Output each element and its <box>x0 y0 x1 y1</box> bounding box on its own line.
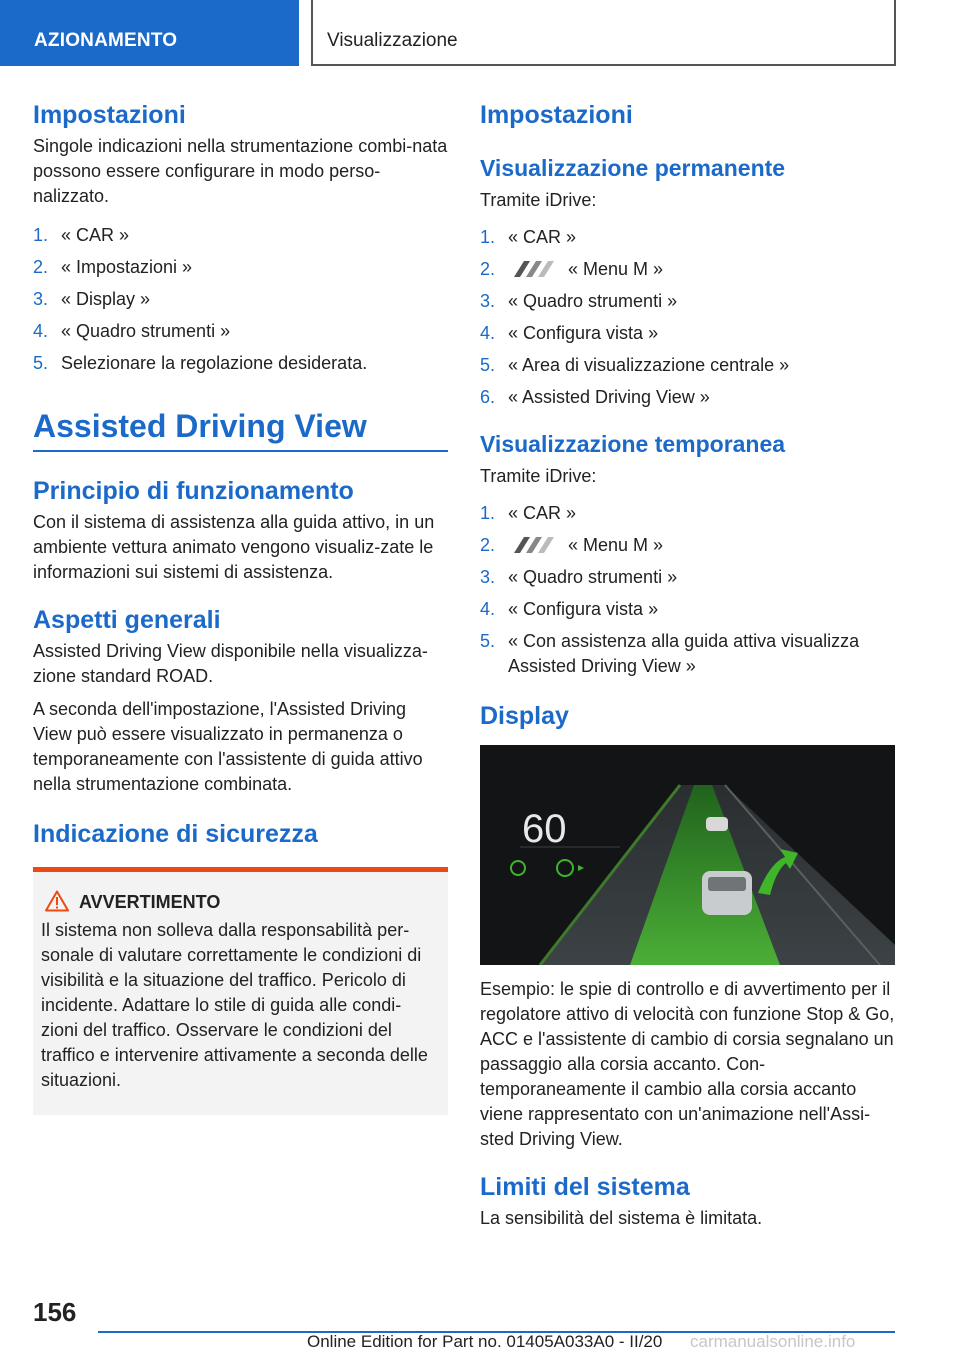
principle-heading: Principio di funzionamento <box>33 477 354 505</box>
page-number: 156 <box>33 1297 77 1327</box>
general-text-2: A seconda dell'impostazione, l'Assisted Driving View può essere visualizzato in permanenza o temporaneamente con l'assistente di guida attivo nella strumentazione combinata. <box>33 699 423 794</box>
cluster-graphic <box>480 745 895 965</box>
warning-triangle-icon <box>45 890 69 912</box>
settings-steps <box>33 223 448 376</box>
limits-text: La sensibilità del sistema è limitata. <box>480 1208 763 1228</box>
limits-heading: Limiti del sistema <box>480 1173 690 1201</box>
settings-intro: Singole indicazioni nella strumentazione combi-nata possono essere configurare in modo perso-nalizzato. <box>33 136 448 206</box>
list-item: 3. « Display » <box>33 289 151 309</box>
list-item: 1. « CAR » <box>480 227 577 247</box>
settings-heading: Impostazioni <box>33 101 186 129</box>
left-column <box>33 100 448 1115</box>
general-text-1: Assisted Driving View disponibile nella visualizza-zione standard ROAD. <box>33 641 428 686</box>
list-item: 4. « Configura vista » <box>480 599 659 619</box>
list-item: 5. « Con assistenza alla guida attiva visualizza Assisted Driving View » <box>480 631 860 676</box>
list-item: 5. « Area di visualizzazione centrale » <box>480 355 790 375</box>
list-item: 5. Selezionare la regolazione desiderata. <box>33 353 368 373</box>
temporary-intro: Tramite iDrive: <box>480 466 597 486</box>
list-item: 4. « Quadro strumenti » <box>33 321 231 341</box>
title-rule <box>33 450 448 452</box>
list-item: 4. « Configura vista » <box>480 323 659 343</box>
warning-title: AVVERTIMENTO <box>41 890 438 914</box>
list-item: 3. « Quadro strumenti » <box>480 567 678 587</box>
edition-text: Online Edition for Part no. 01405A033A0 - II/20 <box>307 1332 663 1351</box>
main-title-block <box>33 406 448 452</box>
page-header <box>0 0 960 66</box>
warning-text: Il sistema non solleva dalla responsabilità per-sonale di valutare correttamente le condizioni di visibilità e la situazione del traffico. Pericolo di incidente. Adattare lo stile di guida alle condi-zioni del traffico. Osservare le condizioni del traffico e intervenire attivamente a seconda delle situazioni. <box>41 920 428 1090</box>
permanent-intro: Tramite iDrive: <box>480 190 597 210</box>
temporary-steps <box>480 501 895 679</box>
warning-box <box>33 867 448 1115</box>
list-item: 2. « Menu M » <box>480 259 664 279</box>
list-item: 2. « Menu M » <box>480 535 664 555</box>
main-title: Assisted Driving View <box>33 408 367 444</box>
list-item: 2. « Impostazioni » <box>33 257 193 277</box>
list-item: 1. « CAR » <box>480 503 577 523</box>
chapter-tab: Visualizzazione <box>311 0 896 66</box>
temporary-heading: Visualizzazione temporanea <box>480 431 786 457</box>
display-caption: Esempio: le spie di controllo e di avvertimento per il regolatore attivo di velocità con funzione Stop & Go, ACC e l'assistente di cambio di corsia segnalano un passaggio alla corsia accanto. Con-temporaneamente il cambio alla corsia accanto viene rappresentato con un'animazione nell'Assi-sted Driving View. <box>480 979 895 1149</box>
speed-readout: 60 <box>522 807 567 851</box>
display-heading: Display <box>480 702 569 730</box>
general-heading: Aspetti generali <box>33 606 221 634</box>
assisted-driving-view-image <box>480 745 895 965</box>
section-tab: AZIONAMENTO <box>0 0 299 66</box>
right-column <box>480 100 895 1231</box>
safety-heading: Indicazione di sicurezza <box>33 820 318 848</box>
principle-text: Con il sistema di assistenza alla guida attivo, in un ambiente vettura animato vengono visualiz-zate le informazioni sui sistemi di assistenza. <box>33 512 435 582</box>
list-item: 3. « Quadro strumenti » <box>480 291 678 311</box>
permanent-steps <box>480 225 895 410</box>
list-item: 6. « Assisted Driving View » <box>480 387 710 407</box>
m-stripes-icon <box>508 536 564 554</box>
permanent-heading: Visualizzazione permanente <box>480 155 786 181</box>
watermark: carmanualsonline.info <box>690 1332 856 1351</box>
list-item: 1. « CAR » <box>33 225 130 245</box>
settings-heading-right: Impostazioni <box>480 101 633 129</box>
m-stripes-icon <box>508 260 564 278</box>
